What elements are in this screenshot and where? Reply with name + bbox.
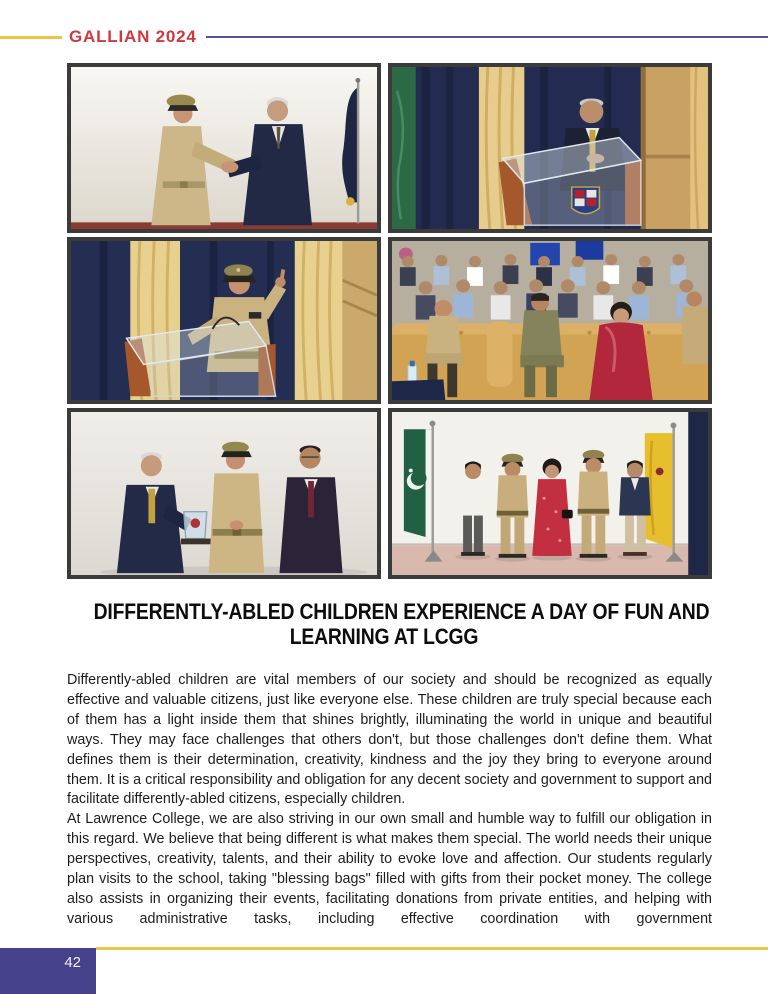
green-flag-graphic (392, 67, 416, 229)
gold-curtain-right-graphic (295, 241, 343, 400)
photo-3-illustration (71, 241, 377, 400)
table-cap-graphic (392, 379, 445, 400)
photo-award-presentation (67, 408, 381, 579)
headline-line-1: DIFFERENTLY-ABLED CHILDREN EXPERIENCE A DAY OF FUN AND (93, 599, 710, 624)
photo-5-illustration (71, 412, 377, 575)
photo-4-illustration (392, 241, 708, 400)
page-number-badge: 42 (0, 948, 96, 994)
paragraph-1: Differently-abled children are vital members of our society and should be recognized as equally effective and valuable citizens, just like everyone else. These children are truly special because each of them has a light inside them that shines brightly, illuminating the world in unique and beautiful ways. They may face challenges that others don't, but those challenges don't define them. What defines them is their determination, creativity, kindness and the joy they bring to everyone around them. It is a critical responsibility and obligation for any decent society and government to support and facilitate differently-abled citizens, especially children. (67, 672, 712, 808)
article-body (67, 671, 712, 930)
gold-rule-footer (96, 947, 768, 950)
photo-1-illustration (71, 67, 377, 229)
college-crest-graphic (572, 187, 600, 214)
side-wall-graphic (641, 67, 708, 229)
article-headline (54, 599, 714, 649)
photo-group-flags (388, 408, 712, 579)
side-wall-graphic (343, 241, 377, 400)
photo-6-illustration (392, 412, 708, 575)
purple-rule-right (206, 36, 768, 38)
photo-audience (388, 237, 712, 404)
paragraph-2: At Lawrence College, we are also striving in our own small and humble way to fulfill our obligation in this regard. We believe that being different is what makes them special. The world needs their unique perspectives, creativity, talents, and their ability to evoke love and affection. Our students regularly plan visits to the school, taking "blessing bags" filled with gifts from their pocket money. The college also assists in organizing their events, facilitating donations from private entities, and helping with various administrative tasks, including effective coordination with government (67, 811, 712, 927)
photo-grid (67, 63, 712, 579)
magazine-title: GALLIAN 2024 (69, 27, 197, 46)
photo-handshake (67, 63, 381, 233)
crowd-back-row (400, 254, 686, 286)
photo-cadet-podium (67, 237, 381, 404)
masthead (0, 27, 768, 47)
handshake-hands (221, 161, 238, 172)
gold-rule-left (0, 36, 62, 39)
photo-2-illustration (392, 67, 708, 229)
photo-principal-podium (388, 63, 712, 233)
headline-line-2: LEARNING AT LCGG (289, 624, 479, 649)
